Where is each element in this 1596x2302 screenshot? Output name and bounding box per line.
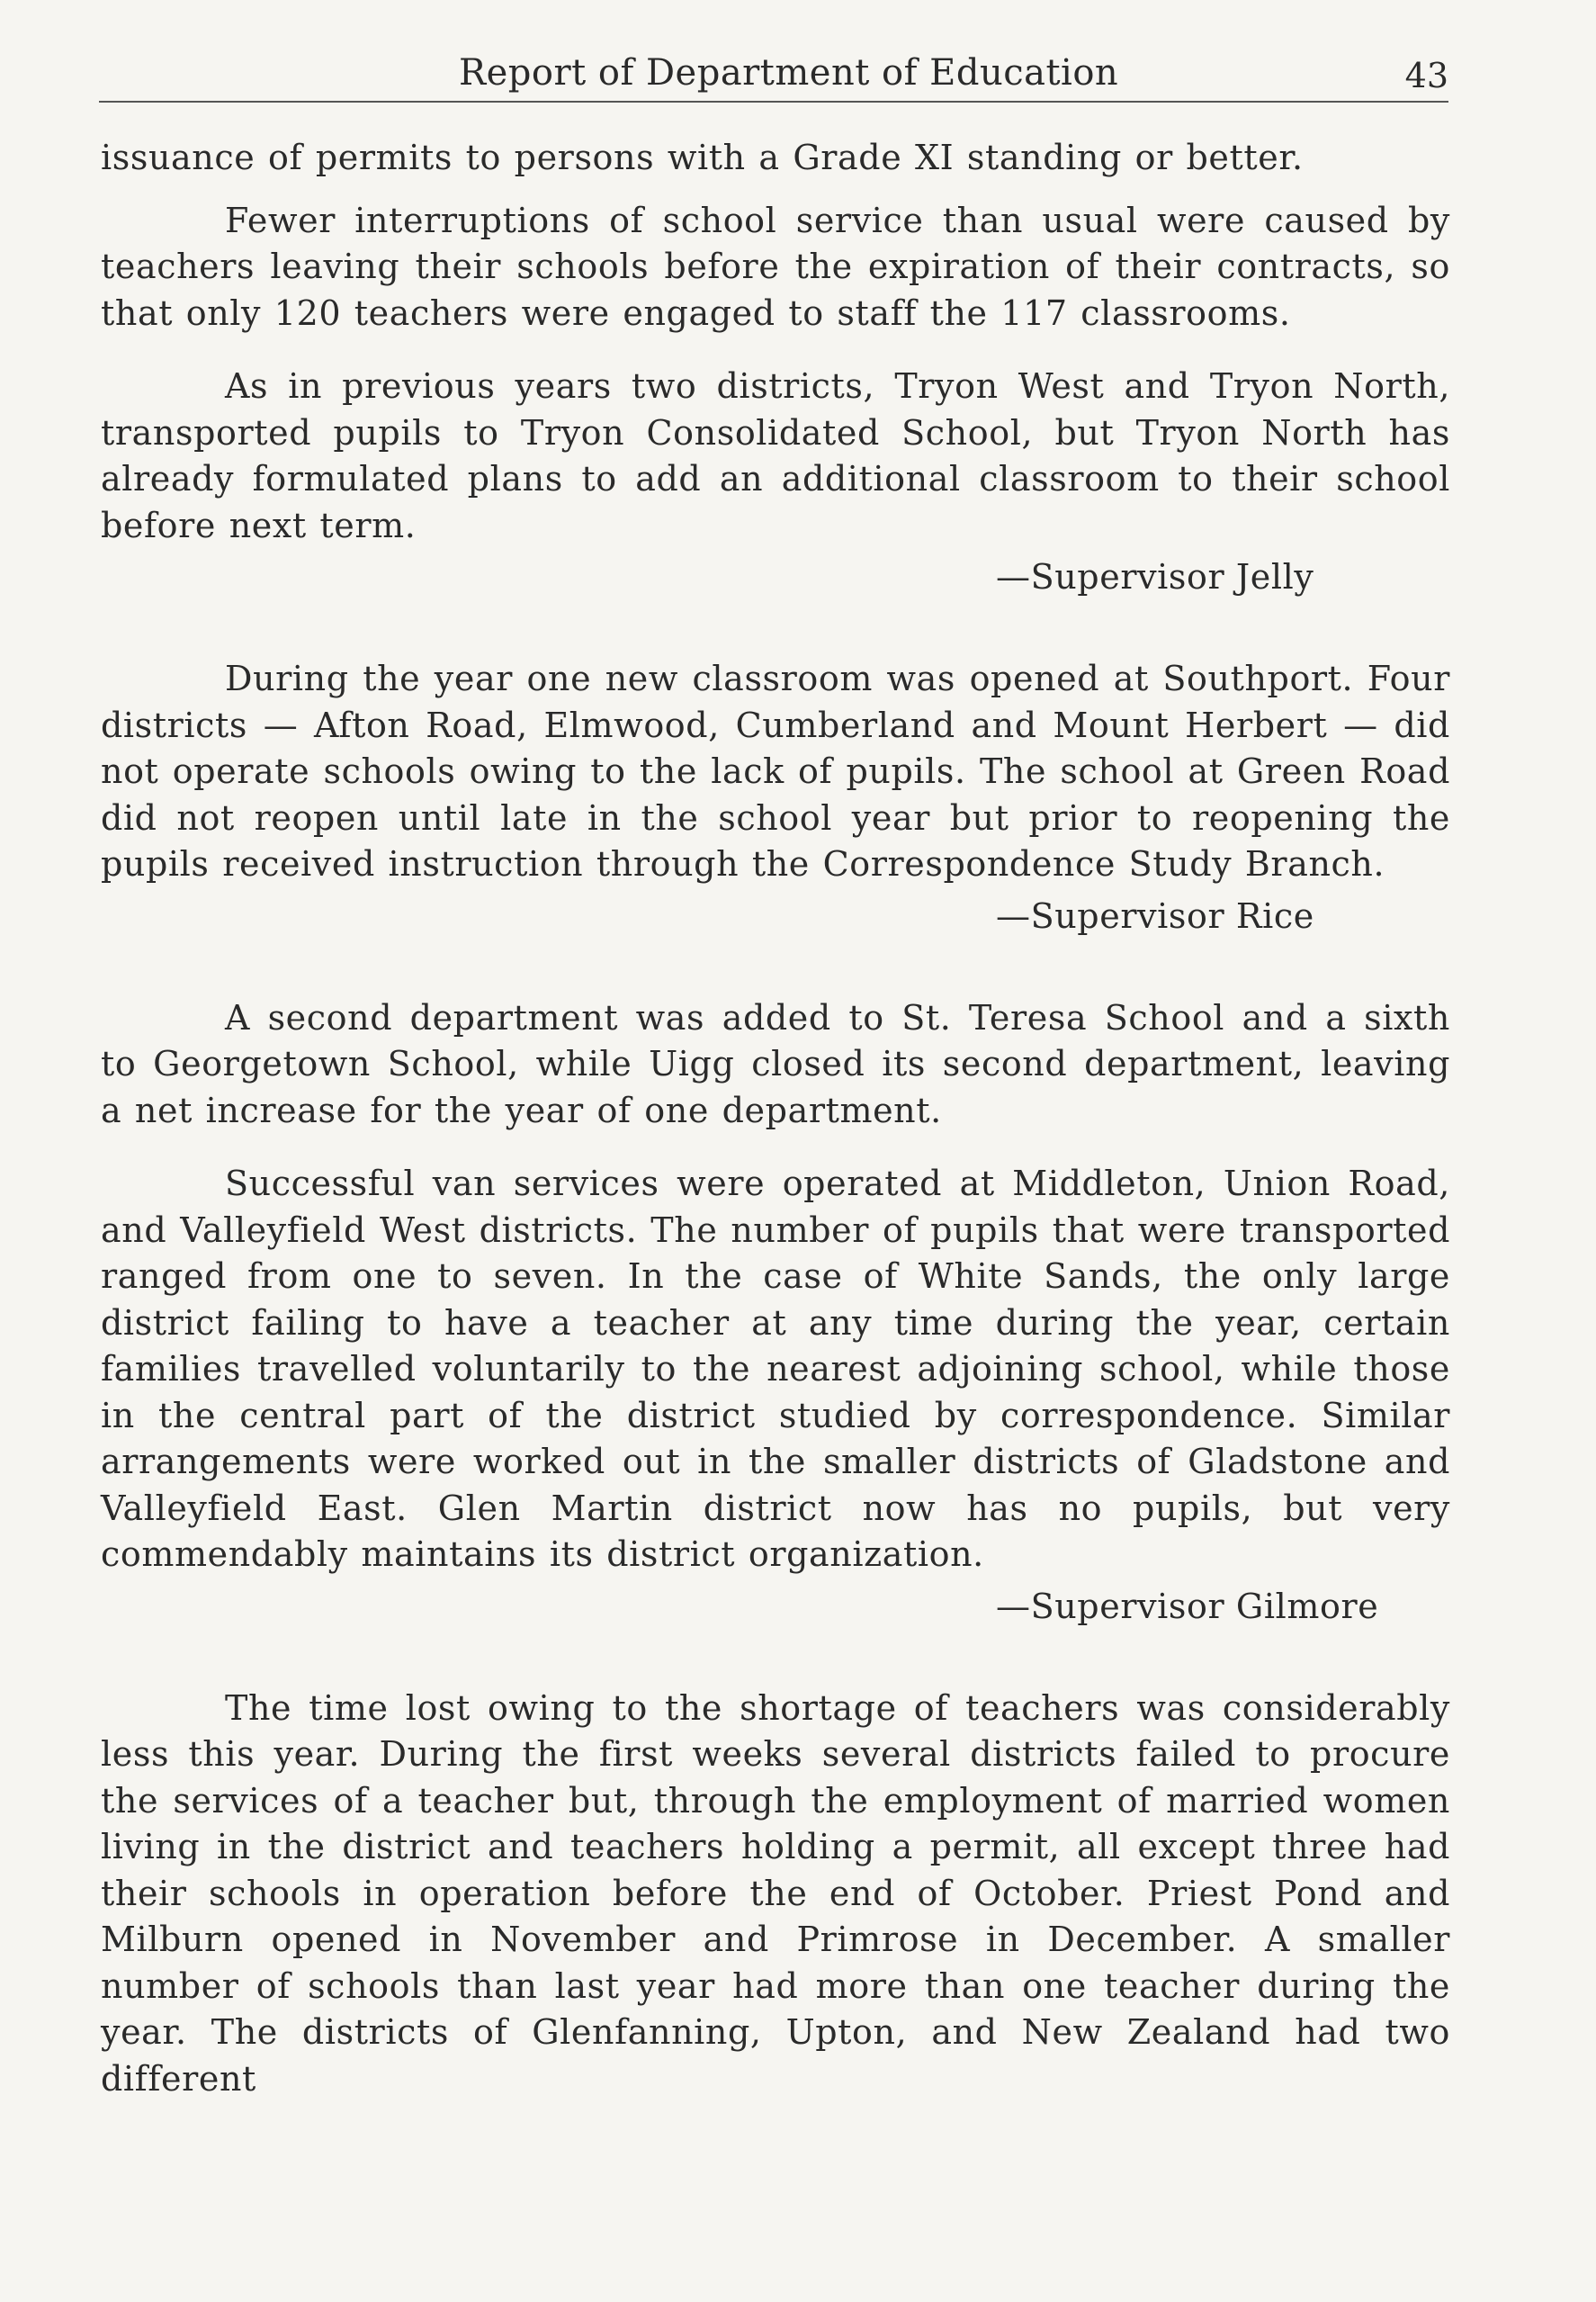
running-header (99, 45, 1448, 103)
page-number: 43 (1404, 56, 1448, 95)
paragraph: The time lost owing to the shortage of teachers was considerably less this year. During the first weeks several districts failed to procure the services of a teacher but, through the employment of married women living in the district and teachers holding a permit, all except three had their schools in operation before the end of October. Priest Pond and Milburn opened in November and Primrose in December. A smaller number of schools than last year had more than one teacher during the year. The districts of Glenfanning, Upton, and New Zealand had two different (101, 1687, 1450, 2099)
paragraph: Fewer interruptions of school service than usual were caused by teachers leaving their schools before the expiration of their contracts, so that only 120 teachers were engaged to staff the 117 classrooms. (101, 200, 1450, 333)
body-text (101, 135, 1450, 2102)
signature-rice: —Supervisor Rice (996, 895, 1314, 936)
paragraph: issuance of permits to persons with a Grade XI standing or better. (101, 138, 1304, 177)
paragraph: As in previous years two districts, Tryon West and Tryon North, transported pupils to Tryon Consolidated School, but Tryon North has already formulated plans to add an additional classroom to their school before next term. (101, 366, 1450, 545)
paragraph: A second department was added to St. Teresa School and a sixth to Georgetown School, while Uigg closed its second department, leaving a net increase for the year of one department. (101, 997, 1450, 1130)
signature-jelly: —Supervisor Jelly (996, 557, 1314, 597)
paragraph: Successful van services were operated at Middleton, Union Road, and Valleyfield West districts. The number of pupils that were transported ranged from one to seven. In the case of White Sands, the only large district failing to have a teacher at any time during the year, certain families travelled voluntarily to the nearest adjoining school, while those in the central part of the district studied by correspondence. Similar arrangements were worked out in the smaller districts of Gladstone and Valleyfield East. Glen Martin district now has no pupils, but very commendably maintains its district organization. (101, 1164, 1450, 1574)
running-title: Report of Department of Education (459, 52, 1119, 94)
signature-gilmore: —Supervisor Gilmore (996, 1586, 1379, 1626)
paragraph: During the year one new classroom was opened at Southport. Four districts — Afton Road, Elmwood, Cumberland and Mount Herbert — did not operate schools owing to the lack of pupils. The school at Green Road did not reopen until late in the school year but prior to reopening the pupils received instruction through the Correspondence Study Branch. (101, 659, 1450, 884)
